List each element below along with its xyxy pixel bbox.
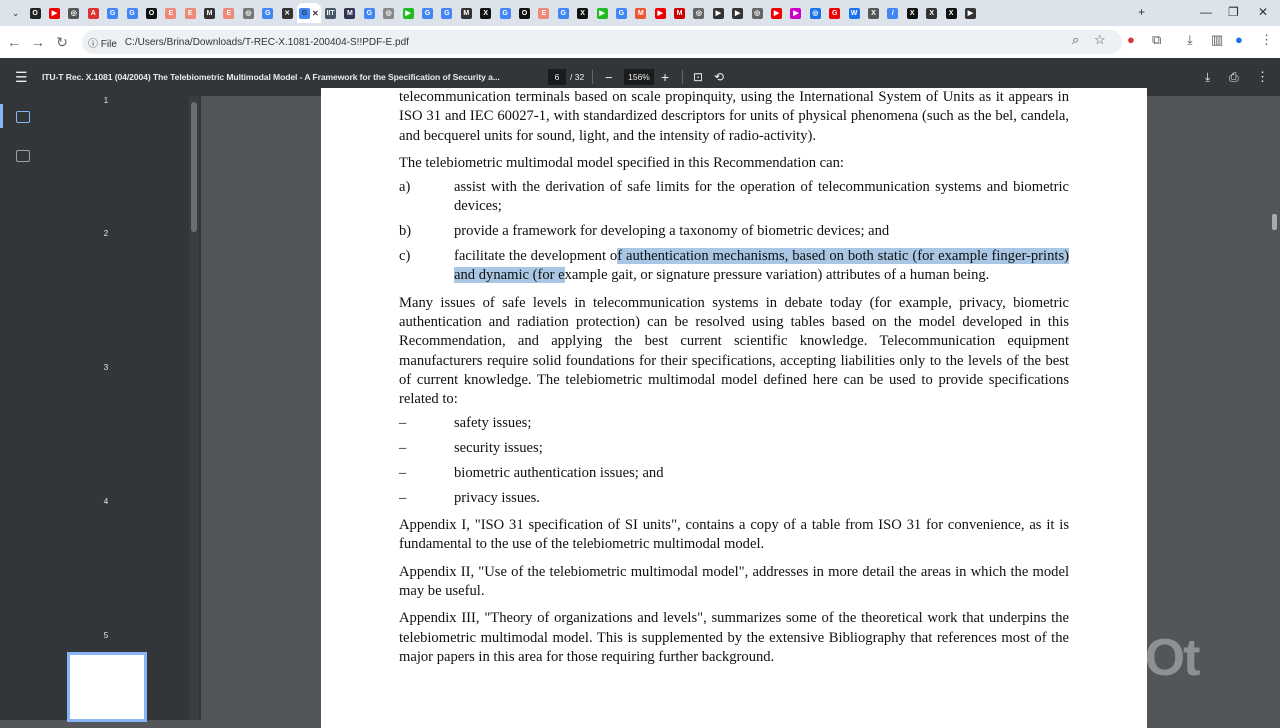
tab-favicon-icon: ▶: [965, 8, 976, 19]
tab-favicon-icon: ◎: [383, 8, 394, 19]
list-item: [399, 489, 1069, 508]
bookmark-star-icon[interactable]: ☆: [1094, 32, 1106, 47]
maximize-button[interactable]: ❐: [1228, 5, 1239, 19]
main-scrollbar[interactable]: [1268, 96, 1280, 720]
thumbnail-page-number[interactable]: 4: [103, 497, 109, 506]
tab-favicon-icon: X: [577, 8, 588, 19]
tab-favicon-icon: G: [107, 8, 118, 19]
text: xample gait, or signature pressure variation) attributes of a human being.: [564, 267, 990, 284]
tab-favicon-icon: ◎: [810, 8, 821, 19]
page-text: [399, 88, 1069, 675]
tab-favicon-icon: ▶: [771, 8, 782, 19]
browser-tab[interactable]: [277, 3, 296, 23]
browser-tab[interactable]: [786, 3, 805, 23]
browser-tab[interactable]: [825, 3, 844, 23]
divider: [592, 70, 593, 84]
tab-favicon-icon: E: [185, 8, 196, 19]
tab-favicon-icon: ◎: [68, 8, 79, 19]
browser-tab[interactable]: [297, 3, 321, 23]
back-button[interactable]: ←: [7, 34, 21, 50]
browser-tab[interactable]: [903, 3, 922, 23]
tab-favicon-icon: O: [146, 8, 157, 19]
page-number-input[interactable]: 6: [548, 69, 566, 85]
tab-favicon-icon: M: [204, 8, 215, 19]
tab-favicon-icon: G: [127, 8, 138, 19]
menu-icon[interactable]: ☰: [15, 68, 28, 85]
browser-tab[interactable]: [747, 3, 766, 23]
tab-favicon-icon: G: [441, 8, 452, 19]
address-bar: [0, 26, 1280, 58]
list-text: provide a framework for developing a taxonomy of biometric devices; and: [454, 223, 890, 240]
thumbnail-page-number[interactable]: 3: [103, 363, 109, 372]
more-actions-icon[interactable]: ⋮: [1256, 69, 1269, 84]
thumbnail-sidebar: [0, 96, 201, 720]
profile-avatar[interactable]: ●: [1235, 32, 1243, 47]
browser-tab[interactable]: [200, 3, 219, 23]
tab-favicon-icon: A: [88, 8, 99, 19]
outline-view-icon[interactable]: [16, 150, 30, 162]
tab-strip: [0, 0, 1280, 26]
tab-favicon-icon: M: [344, 8, 355, 19]
tab-favicon-icon: W: [849, 8, 860, 19]
tab-favicon-icon: X: [480, 8, 491, 19]
browser-tab[interactable]: [181, 3, 200, 23]
browser-tab[interactable]: [239, 3, 258, 23]
tab-favicon-icon: /: [887, 8, 898, 19]
list-text: security issues;: [454, 440, 543, 457]
browser-tab[interactable]: [941, 3, 960, 23]
zoom-icon[interactable]: ⌕: [1072, 32, 1080, 47]
tab-favicon-icon: ▶: [655, 8, 666, 19]
browser-tab[interactable]: [457, 3, 476, 23]
browser-tab[interactable]: [340, 3, 359, 23]
tab-favicon-icon: E: [223, 8, 234, 19]
close-window-button[interactable]: ✕: [1258, 5, 1269, 19]
zoom-in-button[interactable]: +: [661, 69, 670, 85]
tab-favicon-icon: X: [868, 8, 879, 19]
browser-tab[interactable]: [689, 3, 708, 23]
list-text: biometric authentication issues; and: [454, 465, 664, 482]
tab-favicon-icon: ◎: [752, 8, 763, 19]
tab-favicon-icon: G: [364, 8, 375, 19]
paragraph: telecommunication terminals based on scale propinquity, using the International System of Units as it appears in ISO 31 and IEC 60027-1, with standardized descriptors for units of physical phenomena (such as the bel, candela, and becquerel units for sound, light, and the intensity of radio-activity).: [399, 89, 1069, 144]
tab-favicon-icon: G: [558, 8, 569, 19]
list-marker: b): [399, 223, 412, 240]
browser-tab[interactable]: [219, 3, 238, 23]
tab-favicon-icon: ▶: [49, 8, 60, 19]
browser-tab[interactable]: [360, 3, 379, 23]
list-item: [399, 222, 1069, 241]
browser-tab[interactable]: [961, 3, 980, 23]
tab-favicon-icon: G: [299, 8, 310, 19]
list-marker: –: [399, 489, 407, 506]
tab-favicon-icon: G: [500, 8, 511, 19]
browser-tab[interactable]: [103, 3, 122, 23]
browser-tab[interactable]: [651, 3, 670, 23]
browser-tab[interactable]: [592, 3, 611, 23]
paragraph: Appendix II, "Use of the telebiometric multimodal model", addresses in more detail the areas in which the model may be useful.: [399, 563, 1069, 600]
browser-tab[interactable]: [728, 3, 747, 23]
divider: [682, 70, 683, 84]
tab-favicon-icon: E: [538, 8, 549, 19]
browser-tab[interactable]: [534, 3, 553, 23]
browser-tab[interactable]: [84, 3, 103, 23]
browser-tab[interactable]: [379, 3, 398, 23]
browser-tab[interactable]: [709, 3, 728, 23]
browser-tab[interactable]: [612, 3, 631, 23]
browser-tab[interactable]: [25, 3, 44, 23]
list-marker: c): [399, 248, 411, 265]
forward-button[interactable]: →: [31, 34, 45, 50]
list-marker: –: [399, 440, 407, 457]
tab-favicon-icon: ◎: [243, 8, 254, 19]
print-icon[interactable]: ⎙: [1229, 69, 1239, 84]
zoom-out-button[interactable]: −: [605, 69, 613, 85]
paragraph: Appendix I, "ISO 31 specification of SI units", contains a copy of a table from ISO 31 for convenience, as it is fundamental to the use of the telebiometric multimodal model.: [399, 517, 1069, 553]
tab-favicon-icon: X: [907, 8, 918, 19]
browser-tab[interactable]: [864, 3, 883, 23]
page-thumbnail-5[interactable]: [67, 652, 147, 722]
list-text: safety issues;: [454, 415, 532, 432]
new-tab-button[interactable]: +: [1138, 5, 1146, 19]
browser-tab[interactable]: [844, 3, 863, 23]
browser-tab[interactable]: [631, 3, 650, 23]
tab-favicon-icon: ▶: [597, 8, 608, 19]
browser-tab[interactable]: [476, 3, 495, 23]
list-item: [399, 464, 1069, 483]
browser-tab[interactable]: [806, 3, 825, 23]
download-icon[interactable]: ⤓: [1187, 32, 1193, 47]
tab-favicon-icon: ✕: [282, 8, 293, 19]
selected-text[interactable]: f authentication mechanisms, based on both static (for example finger-prints) and dynamic (for e: [454, 248, 1069, 284]
list-item: [399, 414, 1069, 433]
tab-favicon-icon: G: [616, 8, 627, 19]
list-marker: –: [399, 415, 407, 432]
thumbnails-view-icon[interactable]: [16, 111, 30, 123]
tab-favicon-icon: ◎: [693, 8, 704, 19]
tab-favicon-icon: M: [674, 8, 685, 19]
tab-favicon-icon: G: [829, 8, 840, 19]
list-text: privacy issues.: [454, 489, 540, 506]
browser-tab[interactable]: [142, 3, 161, 23]
download-icon[interactable]: ⤓: [1205, 69, 1211, 84]
total-pages: / 32: [570, 72, 585, 82]
thumbnail-page-number[interactable]: 2: [103, 229, 109, 238]
browser-tab[interactable]: [321, 3, 340, 23]
tab-favicon-icon: ▶: [790, 8, 801, 19]
tab-favicon-icon: G: [262, 8, 273, 19]
browser-tab[interactable]: [64, 3, 83, 23]
pdf-page: [321, 88, 1147, 728]
list-marker: –: [399, 465, 407, 482]
list-marker: a): [399, 179, 411, 196]
browser-tab[interactable]: [418, 3, 437, 23]
fit-page-icon[interactable]: ⊡: [693, 70, 704, 84]
browser-tab[interactable]: [515, 3, 534, 23]
watermark-logo: InShOt: [1040, 629, 1199, 687]
text: facilitate the development o: [454, 248, 618, 265]
browser-tab[interactable]: [437, 3, 456, 23]
side-panel-icon[interactable]: ▥: [1211, 32, 1224, 47]
tab-favicon-icon: E: [165, 8, 176, 19]
browser-tab[interactable]: [767, 3, 786, 23]
paragraph: Many issues of safe levels in telecommunication systems in debate today (for example, privacy, biometric authentication and radiation protection) can be resolved using tables based on the model developed in this Recommendation, and applying the best current scientific knowledge. Telecommunication equipment manufacturers require solid foundations for their specifications, accepting liabilities only to the levels of the best of current knowledge. The telebiometric multimodal model defined here can be used to provide specifications related to:: [399, 294, 1069, 408]
tab-favicon-icon: ▶: [403, 8, 414, 19]
extensions-puzzle-icon[interactable]: ⧉: [1152, 32, 1162, 47]
browser-tab[interactable]: [258, 3, 277, 23]
more-menu-icon[interactable]: ⋮: [1260, 32, 1273, 47]
browser-tab[interactable]: [495, 3, 514, 23]
browser-tab[interactable]: [670, 3, 689, 23]
tab-favicon-icon: X: [926, 8, 937, 19]
paragraph: Appendix III, "Theory of organizations and levels", summarizes some of the theoretical work that underpins the telebiometric multimodal model. This is supplemented by the extensive Bibliography that references most of the major papers in this area for those requiring further background.: [399, 610, 1069, 665]
list-text: assist with the derivation of safe limits for the operation of telecommunication systems and biometric devices;: [454, 179, 1069, 215]
paragraph: The telebiometric multimodal model specified in this Recommendation can:: [399, 154, 844, 171]
list-item: [399, 178, 1069, 217]
list-item: [399, 247, 1069, 286]
browser-tab[interactable]: [122, 3, 141, 23]
browser-tab[interactable]: [922, 3, 941, 23]
list-text: [454, 247, 1069, 286]
rotate-icon[interactable]: ⟲: [714, 70, 725, 84]
tab-favicon-icon: O: [519, 8, 530, 19]
tab-favicon-icon: M: [635, 8, 646, 19]
list-item: [399, 439, 1069, 458]
url-input[interactable]: [82, 30, 1122, 54]
thumbnail-page-number[interactable]: 5: [103, 631, 109, 640]
browser-tab[interactable]: [573, 3, 592, 23]
site-info-icon[interactable]: ⓘ File: [88, 38, 117, 50]
tab-favicon-icon: M: [461, 8, 472, 19]
thumbnail-page-number[interactable]: 1: [103, 96, 109, 105]
browser-tab[interactable]: [398, 3, 417, 23]
reload-button[interactable]: ↻: [56, 33, 68, 50]
extension-icon[interactable]: ●: [1127, 32, 1135, 47]
close-tab-icon[interactable]: ✕: [312, 8, 319, 18]
browser-tab[interactable]: [554, 3, 573, 23]
tab-favicon-icon: ▶: [713, 8, 724, 19]
url-text: C:/Users/Brina/Downloads/T-REC-X.1081-200404-S!!PDF-E.pdf: [124, 36, 409, 48]
browser-tab[interactable]: [161, 3, 180, 23]
tab-favicon-icon: ▶: [732, 8, 743, 19]
browser-tab[interactable]: [45, 3, 64, 23]
tab-favicon-icon: X: [946, 8, 957, 19]
tab-favicon-icon: O: [30, 8, 41, 19]
minimize-button[interactable]: —: [1200, 5, 1212, 19]
active-indicator: [0, 104, 3, 128]
sidebar-scrollbar[interactable]: [189, 96, 199, 720]
browser-tab[interactable]: [883, 3, 902, 23]
tab-favicon-icon: IIT: [326, 9, 335, 17]
tab-search-button[interactable]: ⌄: [11, 7, 20, 18]
zoom-input[interactable]: 156%: [624, 69, 654, 85]
tab-favicon-icon: G: [422, 8, 433, 19]
document-title: ITU-T Rec. X.1081 (04/2004) The Telebiometric Multimodal Model - A Framework for the Specification of Security a...: [42, 72, 500, 82]
